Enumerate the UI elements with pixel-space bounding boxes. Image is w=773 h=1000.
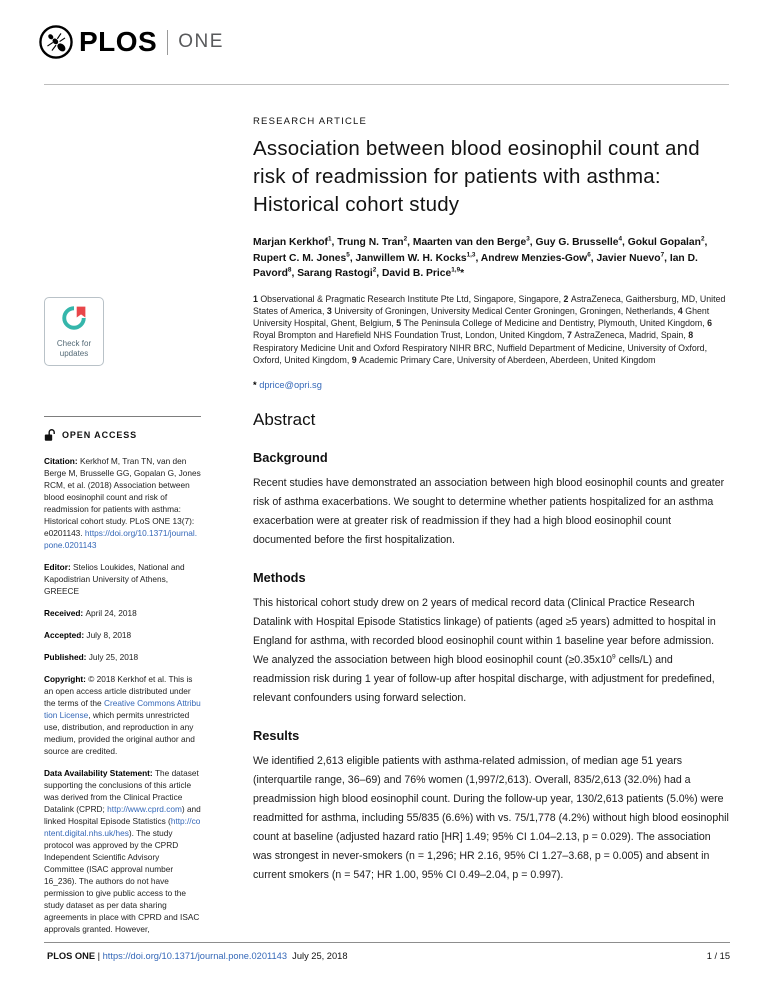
superscript: 1,9 (451, 266, 461, 274)
text-segment: The dataset supporting the conclusions of this article was derived from the Clinical Practice Datalink (CPRD; (44, 768, 199, 814)
text-segment: , which permits unrestricted use, distribution, and reproduction in any medium, provided the original author and source are credited. (44, 710, 195, 756)
bold-text-segment: 5 (396, 318, 404, 329)
accepted-text (44, 629, 201, 641)
text-segment: cells/L) and readmission risk during 1 year of follow-up after hospital discharge, with adjustment for predefined, relevant confounders using forward selection. (253, 654, 715, 705)
text-segment: Observational & Pragmatic Research Institute Pte Ltd, Singapore, Singapore, (260, 293, 564, 304)
text-segment: , Ian D. Pavord (253, 252, 698, 279)
bold-text-segment: 3 (326, 305, 335, 316)
superscript: 9 (612, 653, 616, 661)
text-segment: * (460, 268, 465, 279)
bold-text-segment: Accepted: (44, 630, 87, 640)
affiliation-list (253, 293, 731, 367)
bold-text-segment: 8 (688, 330, 694, 341)
text-segment: Respiratory Medicine Unit and Oxford Respiratory NIHR BRC, Nuffield Department of Medicine, University of Oxford, Oxford, United Kingdom, (253, 342, 708, 365)
text-segment: April 24, 2018 (85, 608, 137, 618)
superscript: 8 (287, 266, 292, 274)
superscript: 2 (700, 235, 705, 243)
open-access-row (44, 428, 201, 442)
inline-link[interactable]: https://doi.org/10.1371/journal.pone.0201143 (44, 528, 198, 550)
open-access-label: OPEN ACCESS (62, 430, 138, 440)
published-text (44, 651, 201, 663)
results-heading: Results (253, 728, 300, 744)
check-updates-label-line1: Check for (56, 339, 92, 348)
data-availability-text (44, 767, 201, 935)
text-segment: , Maarten van den Berge (407, 237, 527, 248)
superscript: 7 (660, 251, 665, 259)
text-segment: July 25, 2018 (88, 652, 139, 662)
check-updates-label-line2: updates (59, 349, 89, 358)
bold-text-segment: 9 (351, 354, 360, 365)
text-segment: Ghent University Hospital, Ghent, Belgium, (253, 305, 710, 329)
sidebar-rule (44, 416, 201, 417)
plos-bug-icon (38, 24, 74, 60)
article-type-label: RESEARCH ARTICLE (253, 116, 368, 127)
text-segment: , Rupert C. M. Jones (253, 237, 708, 264)
text-segment: | (95, 951, 103, 961)
bold-text-segment: 7 (566, 330, 575, 341)
bold-text-segment: Published: (44, 652, 89, 662)
inline-link[interactable]: Creative Commons Attribution License (44, 698, 201, 720)
copyright-text (44, 673, 201, 757)
article-title: Association between blood eosinophil count and risk of readmission for patients with asthma: Historical cohort study (253, 137, 700, 216)
page-number: 1 / 15 (706, 951, 730, 961)
text-segment: , Sarang Rastogi (291, 268, 373, 279)
text-segment: , Gokul Gopalan (621, 237, 701, 248)
superscript: 2 (403, 235, 408, 243)
text-segment: , David B. Price (376, 268, 452, 279)
methods-heading: Methods (253, 570, 306, 586)
text-segment: ). The study protocol was approved by the CPRD Independent Scientific Advisory Committee (ISAC approval number 16_236). The authors do not have permission to give public access to the study dataset as per data sharing agreements in place with CPRD and ISAC approvals granted. However, (44, 828, 200, 934)
superscript: 6 (587, 251, 591, 259)
text-segment: , Javier Nuevo (590, 252, 661, 264)
logo-one-text: ONE (178, 31, 224, 52)
superscript: 1,3 (466, 251, 476, 259)
background-heading: Background (253, 450, 328, 466)
bold-text-segment: * (253, 380, 260, 391)
editor-text (44, 561, 201, 597)
citation-text (44, 455, 201, 551)
footer-citation (47, 951, 348, 961)
article-body (253, 116, 731, 885)
check-for-updates-badge[interactable] (44, 297, 104, 366)
bold-text-segment: Data Availability Statement: (44, 768, 155, 778)
text-segment: Royal Brompton and Harefield NHS Foundation Trust, London, United Kingdom, (253, 330, 567, 341)
bold-text-segment: 6 (707, 318, 713, 329)
text-segment: The Peninsula College of Medicine and Dentistry, Plymouth, United Kingdom, (403, 318, 708, 329)
text-segment: This historical cohort study drew on 2 years of medical record data (Clinical Practice Research Datalink with Hospital Episode Statistics linkage) of patients (aged ≥5 years) admitted to hospital in England for asthma, with recorded blood eosinophil count within 1 baseline year before admission. We analyzed the association between high blood eosinophil count (≥0.35x10 (253, 597, 716, 667)
superscript: 5 (346, 251, 350, 259)
open-lock-icon (44, 428, 56, 442)
bold-text-segment: Received: (44, 608, 86, 618)
superscript: 3 (526, 235, 530, 243)
plos-one-logo (38, 24, 224, 60)
text-segment: AstraZeneca, Gaithersburg, MD, United States of America, (253, 293, 726, 316)
corresponding-author (253, 380, 731, 390)
text-segment: AstraZeneca, Madrid, Spain, (574, 330, 689, 341)
text-segment: ) and linked Hospital Episode Statistics ( (44, 804, 201, 826)
text-segment: July 25, 2018 (287, 951, 348, 961)
results-paragraph: We identified 2,613 eligible patients with asthma-related admission, of median age 51 years (interquartile range, 36–69) and 76% women (1,997/2,613). Overall, 835/2,613 (32.0%) had a preadmission high blood eosinophil count. During the follow-up year, 130/2,613 patients (5.0%) were readmitted for asthma, including 55/835 (6.6%) with vs. 75/1,778 (4.2%) without high blood eosinophil count at baseline (adjusted hazard ratio [HR] 1.49; 95% CI 1.04–2.13, p = 0.029). The association was strongest in never-smokers (n = 1,296; HR 2.16, 95% CI 1.27–3.68, p = 0.005) and absent in current smokers (n = 547; HR 1.00, 95% CI 0.49–2.04, p = 0.997). (253, 755, 729, 882)
inline-link[interactable]: dprice@opri.sg (259, 380, 322, 391)
text-segment: Marjan Kerkhof (253, 237, 328, 248)
text-segment: , Guy G. Brusselle (529, 237, 619, 248)
bold-text-segment: 1 (253, 293, 261, 304)
text-segment: , Janwillem W. H. Kocks (349, 252, 467, 264)
text-segment: , Andrew Menzies-Gow (475, 252, 588, 264)
bold-text-segment: Editor: (44, 562, 74, 572)
logo-plos-text: PLOS (79, 26, 158, 57)
text-segment: Stelios Loukides, National and Kapodistrian University of Athens, GREECE (44, 562, 185, 596)
header-rule (44, 84, 729, 85)
methods-paragraph (253, 594, 731, 708)
text-segment: Kerkhof M, Tran TN, van den Berge M, Brusselle GG, Gopalan G, Jones RCM, et al. (2018) Association between blood eosinophil count and risk of readmission for patients with asthma: Historical cohort study. PLoS ONE 13(7): e0201143. (44, 456, 201, 538)
crossmark-icon (61, 305, 87, 331)
bold-text-segment: 2 (563, 293, 571, 304)
text-segment: University of Groningen, University Medical Center Groningen, Groningen, Netherlands, (334, 305, 678, 316)
text-segment: , Trung N. Tran (331, 237, 404, 248)
logo-divider (167, 30, 168, 55)
sidebar (44, 297, 201, 935)
inline-link[interactable]: http://content.digital.nhs.uk/hes (44, 816, 201, 838)
page-footer (47, 951, 730, 961)
text-segment: Academic Primary Care, University of Aberdeen, Aberdeen, United Kingdom (359, 354, 656, 365)
superscript: 4 (618, 235, 622, 243)
received-text (44, 607, 201, 619)
footer-rule (44, 942, 730, 943)
text-segment: © 2018 Kerkhof et al. This is an open access article distributed under the terms of the (44, 674, 193, 708)
bold-text-segment: 4 (677, 305, 686, 316)
author-list (253, 235, 731, 282)
background-paragraph: Recent studies have demonstrated an association between high blood eosinophil counts and greater risk of asthma exacerbations. We sought to determine whether patients hospitalized for an asthma exacerbation were at greater risk of readmission if they had a high blood eosinophil count documented before the first hospitalization. (253, 477, 725, 547)
abstract-heading: Abstract (253, 410, 316, 430)
text-segment: July 8, 2018 (86, 630, 132, 640)
inline-link[interactable]: https://doi.org/10.1371/journal.pone.0201143 (102, 951, 288, 961)
bold-text-segment: Citation: (44, 456, 80, 466)
inline-link[interactable]: http://www.cprd.com (107, 804, 182, 814)
bold-text-segment: Copyright: (44, 674, 89, 684)
bold-text-segment: PLOS ONE (47, 951, 96, 961)
superscript: 1 (327, 235, 332, 243)
superscript: 2 (372, 266, 377, 274)
